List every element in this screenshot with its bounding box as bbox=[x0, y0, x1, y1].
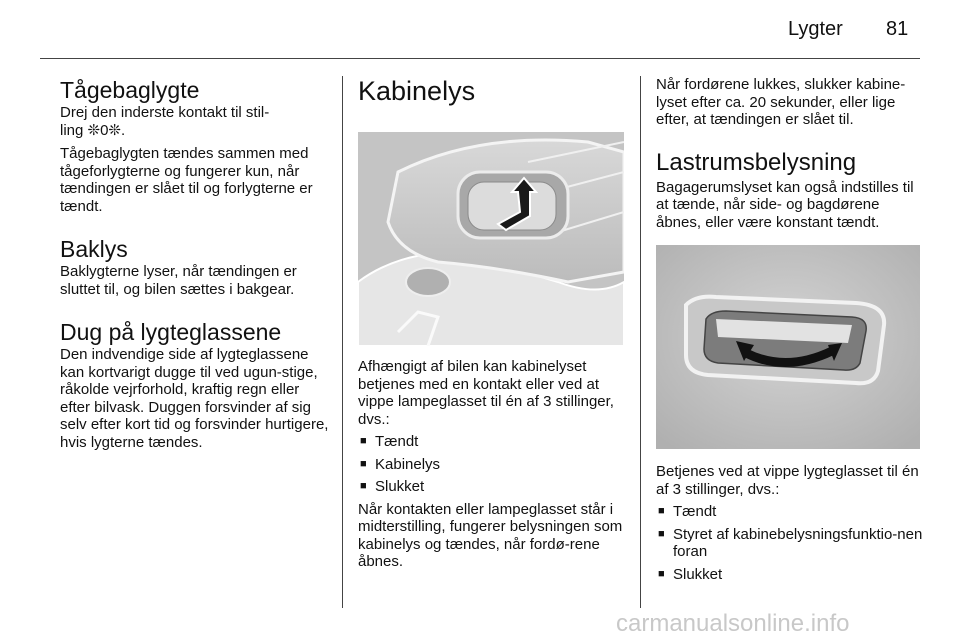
list-item: ■ Kabinelys bbox=[358, 456, 626, 474]
watermark: carmanualsonline.info bbox=[616, 610, 850, 637]
list-item: ■ Slukket bbox=[656, 566, 926, 584]
cargo-light-options bbox=[656, 503, 926, 583]
column-3 bbox=[656, 76, 926, 583]
list-item: ■ Tændt bbox=[656, 503, 926, 521]
list-item: ■ Styret af kabinebelysningsfunktio-nen foran bbox=[656, 526, 926, 561]
paragraph: Den indvendige side af lygteglassene kan kortvarigt dugge til ved ugun-stige, råkolde vejrforhold, kraftig regn eller efter bilvask. Duggen forsvinder af sig selv efter kort tid og forsvinder hurtigere, hvis lygterne tændes. bbox=[60, 346, 329, 451]
heading-lastrumsbelysning: Lastrumsbelysning bbox=[656, 148, 857, 176]
header-divider bbox=[40, 58, 920, 59]
cabin-light-illustration bbox=[358, 132, 624, 346]
list-item: ■ Slukket bbox=[358, 478, 626, 496]
paragraph: Når fordørene lukkes, slukker kabine-lyset efter ca. 20 sekunder, eller lige efter, at tændingen er slået til. bbox=[656, 76, 906, 128]
paragraph: Drej den inderste kontakt til stil-ling ❊0❊. bbox=[60, 104, 270, 139]
heading-baklys: Baklys bbox=[60, 236, 128, 262]
column-divider-1 bbox=[342, 76, 343, 608]
header-title: Lygter bbox=[788, 18, 843, 40]
paragraph: Når kontakten eller lampeglasset står i midterstilling, fungerer belysningen som kabinelys og tændes, når fordø-rene åbnes. bbox=[358, 500, 623, 570]
paragraph: Bagagerumslyset kan også indstilles til at tænde, når side- og bagdørene åbnes, eller være konstant tændt. bbox=[656, 178, 914, 231]
column-2 bbox=[358, 76, 626, 571]
paragraph: Baklygterne lyser, når tændingen er sluttet til, og bilen sættes i bakgear. bbox=[60, 263, 297, 298]
paragraph: Tågebaglygten tændes sammen med tågeforlygterne og fungerer kun, når tændingen er slået til og forlygterne er tændt. bbox=[60, 145, 313, 215]
paragraph: Afhængigt af bilen kan kabinelyset betjenes med en kontakt eller ved at vippe lampeglasset til én af 3 stillinger, dvs.: bbox=[358, 358, 614, 428]
heading-kabinelys: Kabinelys bbox=[358, 76, 476, 106]
column-divider-2 bbox=[640, 76, 641, 608]
heading-dug: Dug på lygteglassene bbox=[60, 319, 282, 345]
column-1 bbox=[60, 76, 330, 451]
list-item: ■ Tændt bbox=[358, 433, 626, 451]
paragraph: Betjenes ved at vippe lygteglasset til én af 3 stillinger, dvs.: bbox=[656, 463, 919, 498]
page-number: 81 bbox=[886, 18, 909, 40]
cabin-light-options bbox=[358, 433, 626, 496]
cargo-light-illustration bbox=[656, 245, 920, 449]
heading-tagebaglygte: Tågebaglygte bbox=[60, 77, 200, 103]
